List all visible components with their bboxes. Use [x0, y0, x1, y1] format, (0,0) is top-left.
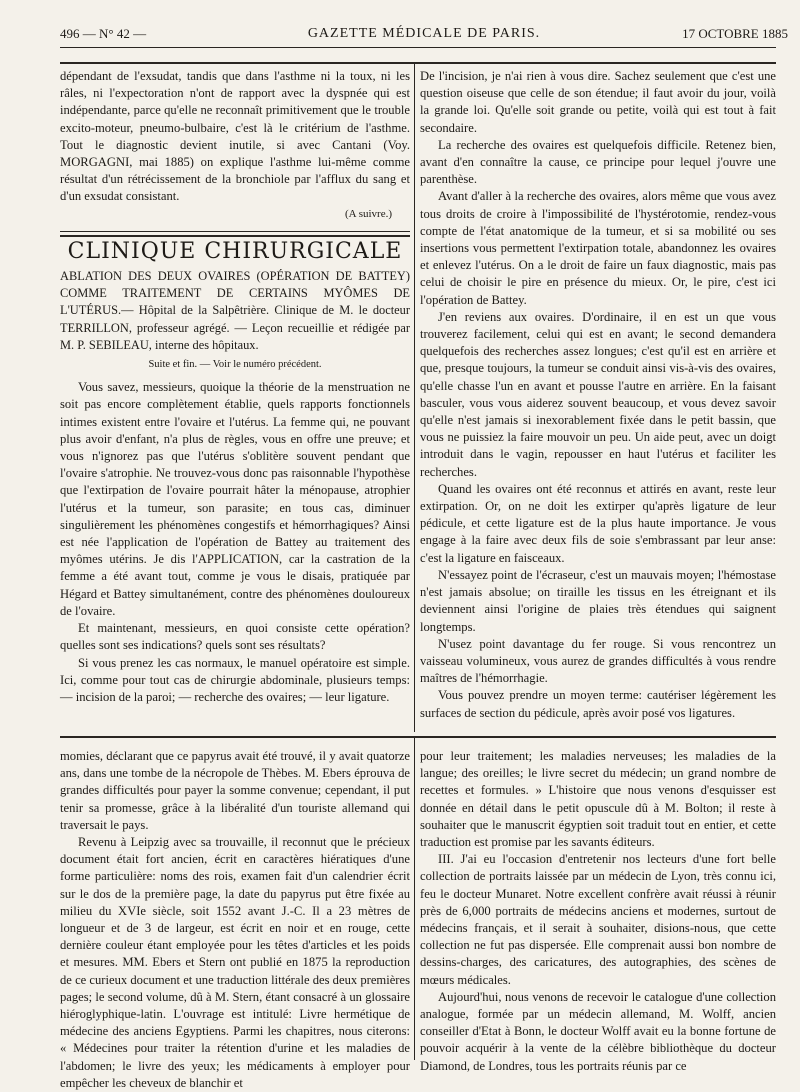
section-divider — [60, 231, 410, 232]
top-left-column — [60, 68, 410, 706]
article-paragraph: De l'incision, je n'ai rien à vous dire. Sachez seulement que c'est une question oiseuse que celle de son étendue; il faut avoir du jour, voilà la grande loi. Qu'elle soit grande ou petite, voilà qui est tout à fait secondaire. — [420, 69, 776, 135]
article-heading: ABLATION DES DEUX OVAIRES (OPÉRATION DE BATTEY) COMME TRAITEMENT DE CERTAINS MYÔMES DE L'UTÉRUS.— Hôpital de la Salpêtrière. Clinique de M. le docteur TERRILLON, professeur agrégé. — Leçon recueillie et rédigée par M. P. SEBILEAU, interne des hôpitaux. — [60, 269, 410, 352]
journal-title: GAZETTE MÉDICALE DE PARIS. — [307, 26, 541, 41]
bottom-left-column — [60, 748, 410, 1092]
top-right-column — [420, 68, 776, 722]
header-rule-2 — [60, 62, 776, 64]
bottom-right-column — [420, 748, 776, 1075]
article-paragraph: Quand les ovaires ont été reconnus et attirés en avant, reste leur extirpation. Or, on ne doit les extirper qu'après ligature de leur pédicule, et cette ligature est de la plus haute importance. Je vous engage à la faire avec deux fils de soie s'embrassant par leur anse: c'est la ligature en faisceaux. — [420, 481, 776, 565]
column-divider-top — [414, 64, 415, 732]
to-be-continued: (A suivre.) — [344, 207, 392, 220]
page-number: 496 — N° 42 — — [60, 26, 147, 41]
feuilleton-paragraph: pour leur traitement; les maladies nerveuses; les maladies de la langue; des oreilles; le livre secret du médecin; un grand nombre de recettes et formules. » L'histoire que nous venons d'esquisser est donnée en détail dans le petit opuscule dû à M. Bolton; il reste à souhaiter que le manuscrit égyptien soit traduit tout en entier, et cette traduction est promise par les savants éditeurs. — [420, 749, 776, 850]
section-title: CLINIQUE CHIRURGICALE — [67, 238, 403, 264]
article-paragraph: Et maintenant, messieurs, en quoi consiste cette opération? quelles sont ses indications? quels sont ses résultats? — [60, 621, 410, 653]
page-header — [60, 22, 788, 46]
article-paragraph: N'essayez point de l'écraseur, c'est un mauvais moyen; l'hémostase n'est jamais absolue; on tiraille les tissus en les étreignant et ils deviennent ainsi l'origine de plaies très étendues qui saignent longtemps. — [420, 567, 776, 634]
feuilleton-rule — [60, 736, 776, 738]
asthma-paragraph: dépendant de l'exsudat, tandis que dans l'asthme ni la toux, ni les râles, ni l'expectoration n'ont de rapport avec la dyspnée qui est indépendante, parce qu'elle ne reconnaît primitivement que le trouble excito-moteur, pneumo-bulbaire, c'est là le critérium de l'asthme. Tout le diagnostic devient inutile, si avec Cantani (Voy. MORGAGNI, mai 1885) on explique l'asthme lui-même comme résultat d'un rétrécissement de la bronchiole par l'afflux du sang et d'un exsudat consistant. — [60, 69, 410, 204]
article-paragraph: Si vous prenez les cas normaux, le manuel opératoire est simple. Ici, comme pour tout cas de chirurgie abdominale, plusieurs temps: — incision de la paroi; — recherche des ovaires; — leur ligature. — [60, 655, 410, 704]
feuilleton-paragraph: Aujourd'hui, nous venons de recevoir le catalogue d'une collection analogue, formée par un médecin allemand, M. Wolff, ancien conseiller d'Etat à Bonn, le docteur Wolff avait eu la bonne fortune de pouvoir acquérir à la vente de la célèbre bibliothèque du docteur Diamond, de Londres, tous les portraits réunis par ce — [420, 989, 776, 1073]
section-divider-double — [60, 235, 410, 237]
article-paragraph: J'en reviens aux ovaires. D'ordinaire, il en est un que vous trouverez facilement, celui qui est en avant; le second demandera quelquefois des recherches assez longues; c'est qu'il est en arrière et que, presque toujours, la tumeur se conduit ainsi vis-à-vis des ovaires, qu'elle chasse l'un en avant et pousse l'autre en arrière. En la faisant basculer, vous vous aiderez souvent beaucoup, et vous devez savoir qu'elle n'est jamais si inexorablement fixée dans le petit bassin, que vous ne puissiez la faire mouvoir un peu. Un aide peut, avec un doigt introduit dans le vagin, repousser en haut l'utérus et faciliter les recherches. — [420, 309, 776, 479]
feuilleton-paragraph: III. J'ai eu l'occasion d'entretenir nos lecteurs d'une fort belle collection de portraits laissée par un médecin de Lyon, très connu ici, feu le docteur Munaret. Notre excellent confrère avait réussi à réunir près de 6,000 portraits de médecins anciens et modernes, surtout de médecins français, et il serait à souhaiter, disions-nous, que cette collection ne fut pas dispersée. Elle comprenait aussi bon nombre de dessins-charges, des caricatures, des autographies, des scènes de mœurs médicales. — [420, 852, 776, 987]
article-paragraph: La recherche des ovaires est quelquefois difficile. Retenez bien, avant d'en connaître la cause, ce principe pour lequel j'ouvre une parenthèse. — [420, 137, 776, 187]
article-paragraph: Avant d'aller à la recherche des ovaires, alors même que vous avez tous droits de croire à l'impossibilité de l'hystérotomie, rendez-vous compte de l'état anatomique de la tumeur, et si sa mobilité ou ses insertions vous permettent l'extirpation totale, abandonnez les ovaires et enlevez l'utérus. On a le droit de faire un faux diagnostic, mais pas celui de choisir le pire en présence du mieux. Or, le pire, c'est ici l'opération de Battey. — [420, 189, 776, 307]
feuilleton-paragraph: Revenu à Leipzig avec sa trouvaille, il reconnut que le précieux document était fort ancien, écrit en caractères hiératiques d'une forme particulière: noms des rois, examen fait d'un calendrier écrit sur le dos de la première page, la date du papyrus put être fixée au milieu du XVIe siècle, soit 1552 avant J.-C. Il a 23 mètres de longueur et de 3 de largeur, est écrit en noir et en rouge, cette dernière couleur étant employée pour les têtes d'articles et les poids et mesures. MM. Ebers et Stern ont publié en 1875 la reproduction de ce curieux document et une traduction littérale des deux premières pages; le second volume, dû à M. Stern, étant consacré à un glossaire hiéroglyphique-latin. L'ouvrage est intitulé: Livre hermétique de médecine des anciens Egyptiens. Parmi les chapitres, nous citerons: « Médecines pour traiter la rétention d'urine et les maladies de l'abdomen; le livre des yeux; les médicaments à employer pour empêcher les cheveux de blanchir et — [60, 835, 410, 1090]
header-rule — [60, 47, 776, 48]
column-divider-bottom — [414, 738, 415, 1060]
issue-date: 17 OCTOBRE 1885 — [682, 26, 788, 41]
continuation-note: Suite et fin. — Voir le numéro précédent. — [148, 359, 322, 371]
article-paragraph: Vous pouvez prendre un moyen terme: cautériser légèrement les surfaces de section du pédicule, après avoir posé vos ligatures. — [420, 688, 776, 720]
article-paragraph: N'usez point davantage du fer rouge. Si vous rencontrez un vaisseau volumineux, vous aurez de grandes difficultés à vous rendre maîtres de l'hémorrhagie. — [420, 636, 776, 686]
article-paragraph: Vous savez, messieurs, quoique la théorie de la menstruation ne soit pas encore complètement établie, quels rapports fonctionnels intimes existent entre l'ovaire et l'utérus. La femme qui, ne pouvant plus avoir d'enfant, n'a plus de règles, vous en offre une preuve; et vous n'ignorez pas que l'utérus s'oblitère souvent pendant que l'ovaire s'atrophie. Ne trouvez-vous donc pas raisonnable l'hypothèse que l'extirpation de l'ovaire pourrait hâter la ménopause, atrophier l'utérus et la tumeur, son parasite; en tous cas, diminuer singulièrement les phénomènes congestifs et hémorrhagiques? Ainsi est née l'application de l'opération de Battey au traitement des myômes utérins. Je dis l'APPLICATION, car la castration de la femme a été avant tout, comme je vous le disais, pratiquée par Hégard et Battey simultanément, contre des phénomènes douloureux de l'ovaire. — [60, 380, 410, 618]
feuilleton-paragraph: momies, déclarant que ce papyrus avait été trouvé, il y avait quatorze ans, dans une tombe de la nécropole de Thèbes. M. Ebers éprouva de grandes difficultés pour payer la somme convenue; cependant, il put tenir sa promesse, grâce à la libéralité d'un touriste allemand qui traversait le pays. — [60, 749, 410, 832]
